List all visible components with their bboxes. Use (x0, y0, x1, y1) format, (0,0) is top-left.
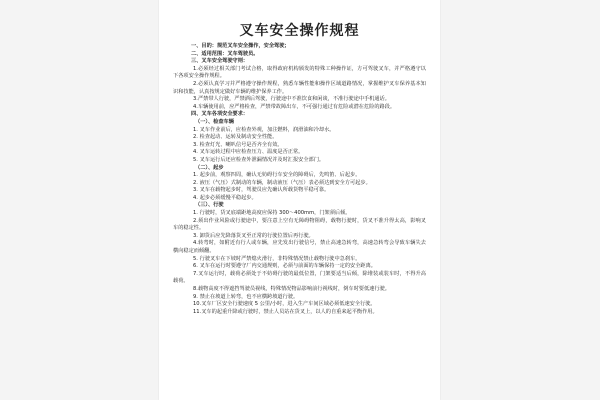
section-purpose: 一、目的：规范叉车安全操作，安全驾驶； (191, 43, 290, 49)
subsection-driving-heading: （三）、行驶 (195, 202, 224, 209)
list-item: 9. 禁止在坡道上转弯，也不应横跨坡道行驶。 (193, 293, 299, 300)
rule-paragraph: 3.严禁带人行驶，严禁酒后驾驶，行驶途中不准饮食和闲谈，不准行驶途中手机通话。 (193, 96, 390, 103)
list-item: 4. 起步必须缓慢平稳起步。 (193, 194, 257, 201)
subsection-start-heading: （二）、起步 (195, 164, 224, 171)
list-item: 1. 起步前，观察四周，确认无妨碍行车安全的障碍后，先鸣笛、后起步。 (193, 172, 361, 179)
list-item: 11.叉车的起重升降或行驶时，禁止人员站在货叉上，以人的自重来起平衡作用。 (193, 308, 378, 315)
list-item: 4.转弯时，如附近有行人或车辆，应先发出行驶信号，禁止高速急转弯，高速急转弯会导致车辆失去横向稳定而倾翻。 (173, 240, 426, 255)
list-item: 5. 叉车运行后还应检查外泄漏情况并及时汇报安全部门。 (193, 156, 325, 163)
document-body (173, 43, 426, 316)
list-item: 7.叉车运行时，载荷必须处于不妨碍行驶的最低位置，门架要适当后倾，除堆装或装车时，不得升高载荷。 (173, 270, 426, 285)
list-item: 8.载物高度不得遮挡驾驶员视线，特殊情况物品影响前行视线时，倒车时要低速行驶。 (193, 286, 390, 292)
document-title: 叉车安全操作规程 (239, 23, 360, 39)
list-item: 6. 叉车在运行时要遵守厂内交通规则，必须与前面的车辆保持一定的安全距离。 (193, 263, 376, 270)
section-scope: 二、适用范围：叉车驾驶员。 (191, 50, 259, 57)
list-item: 3. 卸货后应先降落货叉至正常的行驶位置后再行驶。 (193, 232, 314, 239)
list-item: 1. 叉车作业前后，应检查外观，加注燃料，润滑油和冷却水。 (193, 126, 335, 133)
rule-paragraph: 2.必须认真学习并严格遵守操作规程，熟悉车辆性能和操作区域道路情况，掌握维护叉车保养基本知识和技能，认真按规定做好车辆的维护保养工作。 (173, 80, 426, 95)
section-requirements-heading: 四、叉车各项安全要求： (191, 111, 249, 118)
list-item: 1. 行驶时，货叉底端距地高度应保持 300～400mm，门架须后倾。 (193, 210, 351, 217)
list-item: 4. 叉车运转过程中应检查压力、温度是否正常。 (193, 149, 304, 156)
section-driving-rules-heading: 三、叉车安全驾驶守则： (191, 58, 249, 65)
list-item: 3. 检查灯光、喇叭信号是否齐全有效。 (193, 141, 283, 148)
document-page (159, 0, 440, 400)
rule-paragraph: 1.必须经过相关部门考试合格，取得政府机构颁发的特殊工种操作证，方可驾驶叉车，并严格遵守以下各项安全操作规程。 (173, 65, 426, 80)
list-item: 10.叉车厂区安全行驶速度 5 公里/小时，进入生产车间区域必须低速安全行驶。 (193, 301, 376, 308)
list-item: 2. 检查起动、运转及制动安全性能。 (193, 134, 278, 141)
list-item: 3. 叉车在载物起步时，驾驶员应先确认所载货物平稳可靠。 (193, 187, 330, 194)
subsection-check-heading: （一）、检查车辆 (195, 118, 234, 125)
list-item: 5. 行驶叉车在下坡时严禁熄火滑行，非特殊情况禁止载物行驶中急刹车。 (193, 255, 361, 262)
rule-paragraph: 4.车辆使用前，应严格检查，严禁带故障出车，不可强行通过有危险或潜在危险的路段。 (193, 103, 396, 110)
list-item: 2.须出作业风险或行驶途中，要注意上空有无障碍物阻碍，载物行驶时，货叉不准升得太高，影响叉车的稳定性。 (173, 217, 426, 232)
list-item: 2. 液压（气压）式制动的车辆，制动液压（气压）表必须达到安全方可起步。 (193, 179, 371, 186)
